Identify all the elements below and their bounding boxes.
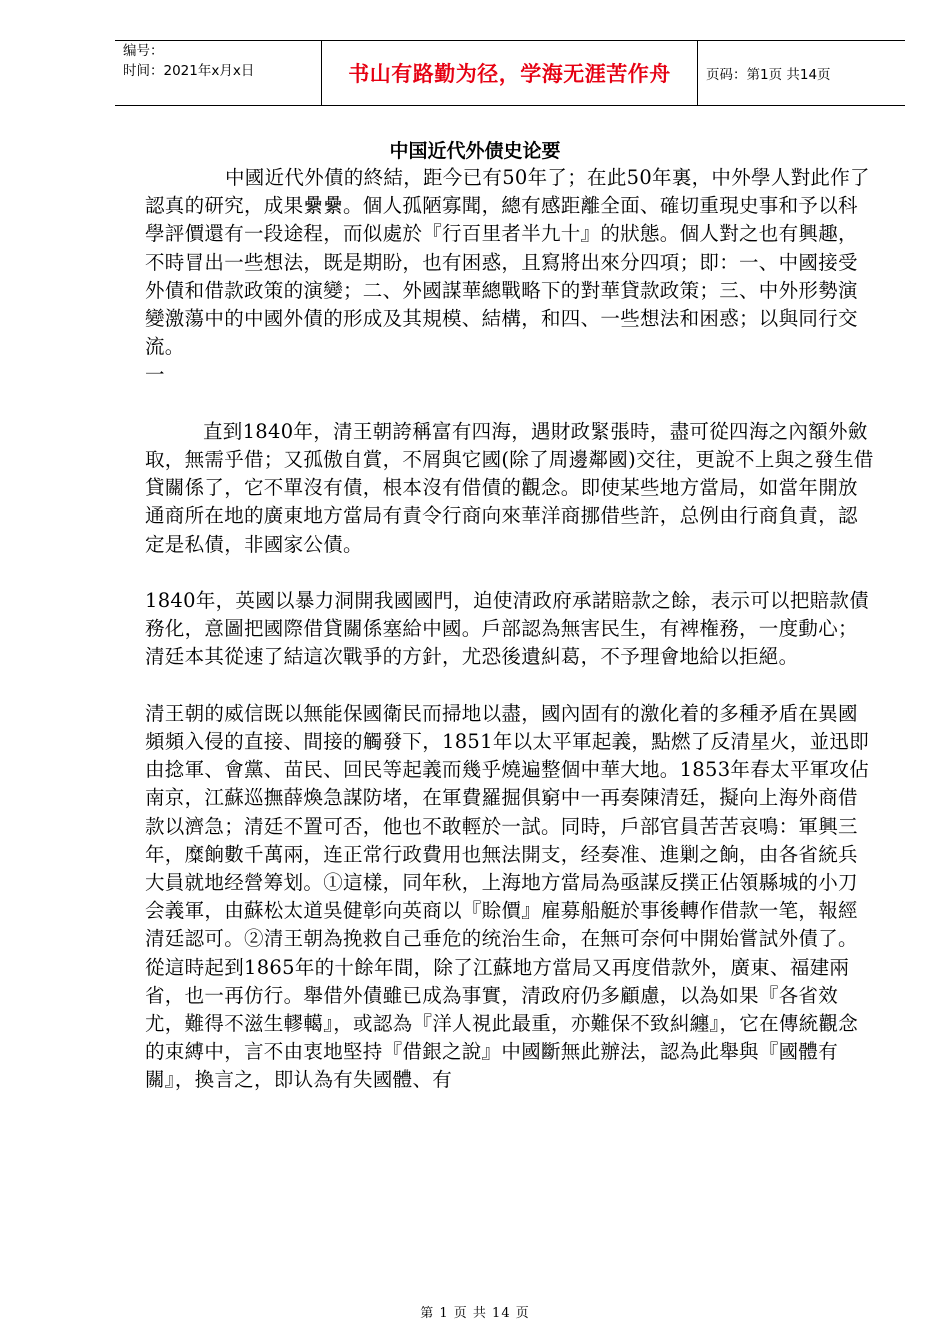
header-meta (115, 41, 322, 106)
paragraph-1840-before: 直到1840年，清王朝誇稱富有四海，遇財政緊張時，盡可從四海之內額外斂取，無需乎借；又孤傲自賞，不屑與它國(除了周邊鄰國)交往，更說不上與之發生借貸關係了，它不單沒有債，根本沒有借債的觀念。即使某些地方當局，如當年開放通商所在地的廣東地方當局有責令行商向來華洋商挪借些許，总例由行商負責，認定是私債，非國家公債。 (145, 419, 874, 556)
paragraph-1840: 1840年，英國以暴力洞開我國國門，迫使清政府承諾賠款之餘，表示可以把賠款債務化，意圖把國際借貸關係塞給中國。戶部認為無害民生，有裨権務，一度動心；清廷本其從速了結這次戰爭的方針，尤恐後遺糾葛，不予理會地給以拒絕。 (145, 589, 870, 669)
paragraph-taiping: 清王朝的威信既以無能保國衛民而掃地以盡，國內固有的激化着的多種矛盾在異國頻頻入侵的直接、間接的觸發下，1851年以太平軍起義，點燃了反清星火，並迅即由捻軍、會黨、苗民、回民等起義而幾乎燒遍整個中華大地。1853年春太平軍攻佔南京，江蘇巡撫薛煥急謀防堵，在軍費羅掘俱窮中一再奏陳清廷，擬向上海外商借款以濟急；清廷不置可否，他也不敢輕於一試。同時，戶部官員苦苦哀鳴：軍興三年，糜餉數千萬兩，连正常行政費用也無法開支，经奏准、進剿之餉，由各省統兵大員就地经營筹划。①這樣，同年秋，上海地方當局為亟謀反撲正佔領縣城的小刀会義軍，由蘇松太道吳健彰向英商以『賒價』雇募船艇於事後轉作借款一笔，報經清廷認可。②清王朝為挽救自己垂危的统治生命，在無可奈何中開始嘗試外債了。從這時起到1865年的十餘年間，除了江蘇地方當局又再度借款外，廣東、福建兩省，也一再仿行。舉借外債雖已成為事實，清政府仍多顧慮，以為如果『各省效尤，難得不滋生轇轕』，或認為『洋人視此最重，亦難保不致糾纏』，它在傳統觀念的束縛中，言不由衷地堅持『借銀之說』中國斷無此辦法，認為此舉與『國體有關』，換言之，即认為有失國體、有 (145, 701, 870, 1092)
time-label: 时间：2021年x月x日 (123, 63, 255, 79)
document-body (145, 164, 875, 1095)
header-motto: 书山有路勤为径，学海无涯苦作舟 (322, 41, 698, 106)
header-table (115, 40, 905, 106)
paragraph-intro: 中國近代外債的終結，距今已有50年了；在此50年裏，中外學人對此作了認真的研究，成果纍纍。個人孤陋寡聞，總有感距離全面、確切重現史事和予以科學評價還有一段途程，而似處於『行百里者半九十』的狀態。個人對之也有興趣，不時冒出一些想法，既是期盼，也有困惑，且寫將出來分四項；即：一、中國接受外債和借款政策的演變；二、外國謀華總戰略下的對華貸款政策；三、中外形勢演變激蕩中的中國外債的形成及其規模、結構，和四、一些想法和困惑；以與同行交流。 (145, 166, 870, 359)
serial-label: 编号： (123, 43, 164, 59)
section-heading: 一 (145, 363, 165, 387)
page-footer: 第 1 页 共 14 页 (420, 1306, 530, 1321)
header-page-info: 页码：第1页 共14页 (698, 41, 906, 106)
document-title: 中国近代外债史论要 (389, 140, 561, 162)
